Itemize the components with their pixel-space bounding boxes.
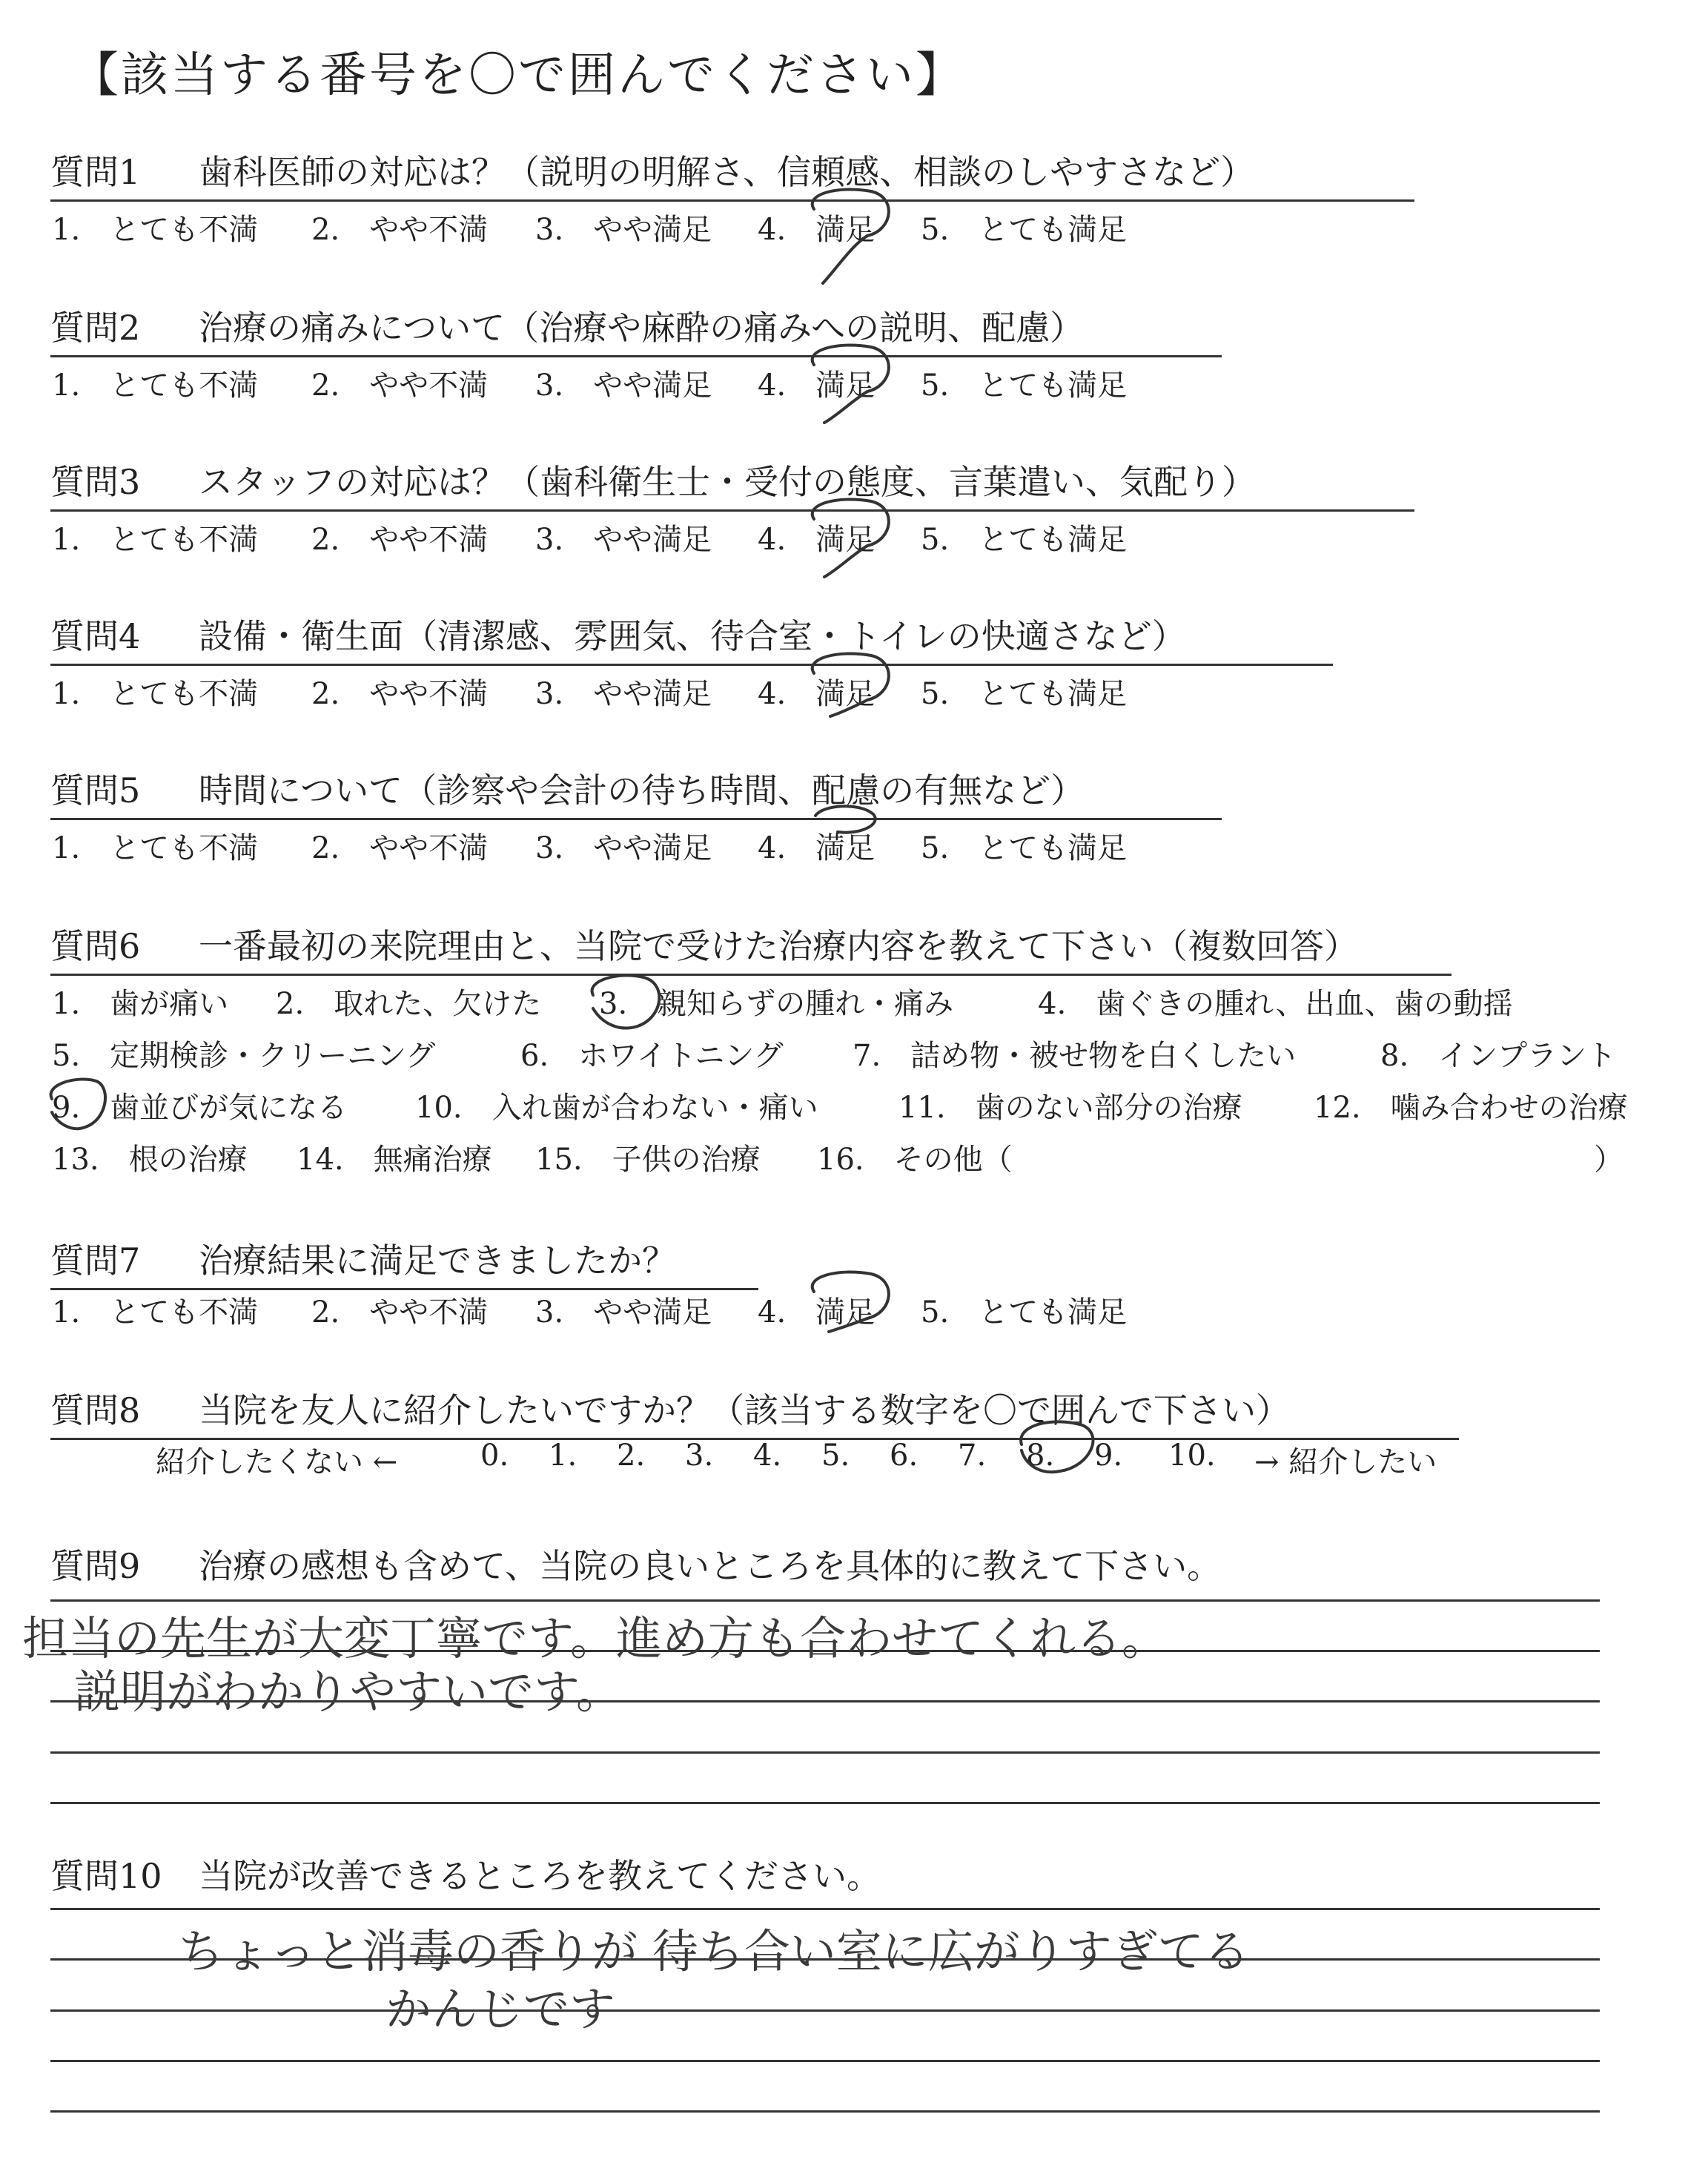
- q8-option-4[interactable]: 4.: [753, 1439, 782, 1473]
- question-1: [50, 145, 1254, 194]
- question-text: 歯科医師の対応は？（説明の明解さ、信頼感、相談のしやすさなど）: [199, 152, 1255, 192]
- q9-handwritten-answer-line-1[interactable]: 担当の先生が大変丁寧です。進め方も合わせてくれる。: [22, 1611, 1168, 1665]
- question-6: [50, 919, 1358, 968]
- q8-option-2[interactable]: 2.: [617, 1439, 646, 1473]
- question-3: [50, 455, 1256, 504]
- q2-option-3[interactable]: 3. やや満足: [535, 369, 712, 403]
- question-text: 治療結果に満足できましたか？: [199, 1241, 676, 1281]
- q5-option-1[interactable]: 1. とても不満: [52, 831, 259, 865]
- q6-option-16-close: ）: [1594, 1143, 1623, 1177]
- question-5: [50, 764, 1085, 813]
- q7-option-3[interactable]: 3. やや満足: [535, 1295, 712, 1330]
- q8-option-6[interactable]: 6.: [890, 1439, 918, 1473]
- q6-option-2[interactable]: 2. 取れた、欠けた: [276, 987, 542, 1021]
- q4-option-1[interactable]: 1. とても不満: [52, 677, 259, 711]
- question-underline: [50, 355, 1222, 357]
- question-text: 治療の痛みについて（治療や麻酔の痛みへの説明、配慮）: [199, 308, 1085, 348]
- question-text: 当院が改善できるところを教えてください。: [199, 1856, 881, 1896]
- q1-option-5[interactable]: 5. とても満足: [921, 213, 1128, 247]
- question-4: [50, 610, 1186, 658]
- q6-option-1[interactable]: 1. 歯が痛い: [52, 987, 229, 1021]
- question-text: 当院を友人に紹介したいですか？（該当する数字を〇で囲んで下さい）: [199, 1390, 1290, 1430]
- answer-line: [50, 2060, 1600, 2062]
- q10-handwritten-answer-line-1[interactable]: ちょっと消毒の香りが 待ち合い室に広がりすぎてる: [178, 1924, 1250, 1978]
- q2-option-4[interactable]: 4. 満足: [758, 369, 875, 403]
- q6-option-4[interactable]: 4. 歯ぐきの腫れ、出血、歯の動揺: [1038, 987, 1513, 1021]
- q8-option-8[interactable]: 8.: [1026, 1439, 1055, 1473]
- q1-option-3[interactable]: 3. やや満足: [535, 213, 712, 247]
- q6-option-14[interactable]: 14. 無痛治療: [297, 1143, 492, 1177]
- question-10: [50, 1849, 881, 1898]
- q7-option-2[interactable]: 2. やや不満: [311, 1295, 489, 1330]
- question-9: [50, 1539, 1221, 1588]
- q3-option-2[interactable]: 2. やや不満: [311, 523, 489, 557]
- q6-option-11[interactable]: 11. 歯のない部分の治療: [898, 1091, 1242, 1125]
- q4-option-3[interactable]: 3. やや満足: [535, 677, 712, 711]
- question-underline: [50, 664, 1333, 666]
- q6-option-6[interactable]: 6. ホワイトニング: [520, 1039, 784, 1073]
- question-7: [50, 1234, 676, 1283]
- q3-option-3[interactable]: 3. やや満足: [535, 523, 712, 557]
- question-text: スタッフの対応は？（歯科衛生士・受付の態度、言葉遣い、気配り）: [199, 462, 1256, 502]
- question-number: 質問2: [50, 308, 141, 348]
- q5-option-5[interactable]: 5. とても満足: [921, 831, 1128, 865]
- q3-option-1[interactable]: 1. とても不満: [52, 523, 259, 557]
- q7-option-5[interactable]: 5. とても満足: [921, 1295, 1128, 1330]
- question-underline: [50, 199, 1414, 202]
- question-number: 質問9: [50, 1546, 141, 1586]
- question-text: 設備・衛生面（清潔感、雰囲気、待合室・トイレの快適さなど）: [199, 616, 1186, 656]
- q4-option-5[interactable]: 5. とても満足: [921, 677, 1128, 711]
- question-number: 質問1: [50, 152, 141, 192]
- question-number: 質問6: [50, 926, 141, 966]
- q3-option-4[interactable]: 4. 満足: [758, 523, 875, 557]
- q9-handwritten-answer-line-2[interactable]: 説明がわかりやすいです。: [74, 1665, 623, 1719]
- q6-option-10[interactable]: 10. 入れ歯が合わない・痛い: [415, 1091, 818, 1125]
- q3-option-5[interactable]: 5. とても満足: [921, 523, 1128, 557]
- q6-option-13[interactable]: 13. 根の治療: [52, 1143, 248, 1177]
- q6-option-7[interactable]: 7. 詰め物・被せ物を白くしたい: [853, 1039, 1297, 1073]
- q5-option-4[interactable]: 4. 満足: [758, 831, 875, 865]
- question-number: 質問10: [50, 1856, 162, 1896]
- question-underline: [50, 818, 1222, 820]
- q6-option-3[interactable]: 3. 親知らずの腫れ・痛み: [599, 987, 954, 1021]
- q8-option-3[interactable]: 3.: [685, 1439, 714, 1473]
- question-text: 時間について（診察や会計の待ち時間、配慮の有無など）: [199, 770, 1085, 810]
- answer-line: [50, 2009, 1600, 2012]
- answer-line: [50, 1802, 1600, 1804]
- q6-option-9[interactable]: 9. 歯並びが気になる: [52, 1091, 348, 1125]
- answer-line: [50, 1908, 1600, 1910]
- question-number: 質問8: [50, 1390, 141, 1430]
- q8-option-7[interactable]: 7.: [958, 1439, 987, 1473]
- question-underline: [50, 974, 1452, 976]
- q7-option-4[interactable]: 4. 満足: [758, 1295, 875, 1330]
- q6-option-5[interactable]: 5. 定期検診・クリーニング: [52, 1039, 436, 1073]
- q1-option-1[interactable]: 1. とても不満: [52, 213, 259, 247]
- q6-option-16[interactable]: 16. その他（: [817, 1143, 1013, 1177]
- q10-handwritten-answer-line-2[interactable]: かんじです: [385, 1982, 616, 2036]
- question-text: 治療の感想も含めて、当院の良いところを具体的に教えて下さい。: [199, 1546, 1222, 1586]
- q8-right-label: → 紹介したい: [1254, 1445, 1437, 1479]
- question-8: [50, 1384, 1290, 1433]
- q6-option-12[interactable]: 12. 噛み合わせの治療: [1314, 1091, 1628, 1125]
- q7-option-1[interactable]: 1. とても不満: [52, 1295, 259, 1330]
- answer-line: [50, 1751, 1600, 1754]
- question-number: 質問4: [50, 616, 141, 656]
- question-text: 一番最初の来院理由と、当院で受けた治療内容を教えて下さい（複数回答）: [199, 926, 1358, 966]
- q1-option-4[interactable]: 4. 満足: [758, 213, 875, 247]
- q5-option-2[interactable]: 2. やや不満: [311, 831, 489, 865]
- q8-option-5[interactable]: 5.: [821, 1439, 850, 1473]
- question-number: 質問3: [50, 462, 141, 502]
- q8-option-1[interactable]: 1.: [549, 1439, 577, 1473]
- q8-option-9[interactable]: 9.: [1094, 1439, 1123, 1473]
- q2-option-5[interactable]: 5. とても満足: [921, 369, 1128, 403]
- q4-option-2[interactable]: 2. やや不満: [311, 677, 489, 711]
- q4-option-4[interactable]: 4. 満足: [758, 677, 875, 711]
- question-number: 質問5: [50, 770, 141, 810]
- answer-line: [50, 2110, 1600, 2113]
- q2-option-1[interactable]: 1. とても不満: [52, 369, 259, 403]
- question-number: 質問7: [50, 1241, 141, 1281]
- q2-option-2[interactable]: 2. やや不満: [311, 369, 489, 403]
- q1-option-2[interactable]: 2. やや不満: [311, 213, 489, 247]
- question-2: [50, 301, 1084, 350]
- q8-left-label: 紹介したくない ←: [156, 1445, 398, 1479]
- q8-option-0[interactable]: 0.: [480, 1439, 509, 1473]
- q6-option-8[interactable]: 8. インプラント: [1380, 1039, 1617, 1073]
- question-underline: [50, 509, 1414, 512]
- q8-option-10[interactable]: 10.: [1168, 1439, 1216, 1473]
- form-heading: 【該当する番号を〇で囲んでください】: [71, 48, 965, 103]
- q6-option-15[interactable]: 15. 子供の治療: [535, 1143, 761, 1177]
- q5-option-3[interactable]: 3. やや満足: [535, 831, 712, 865]
